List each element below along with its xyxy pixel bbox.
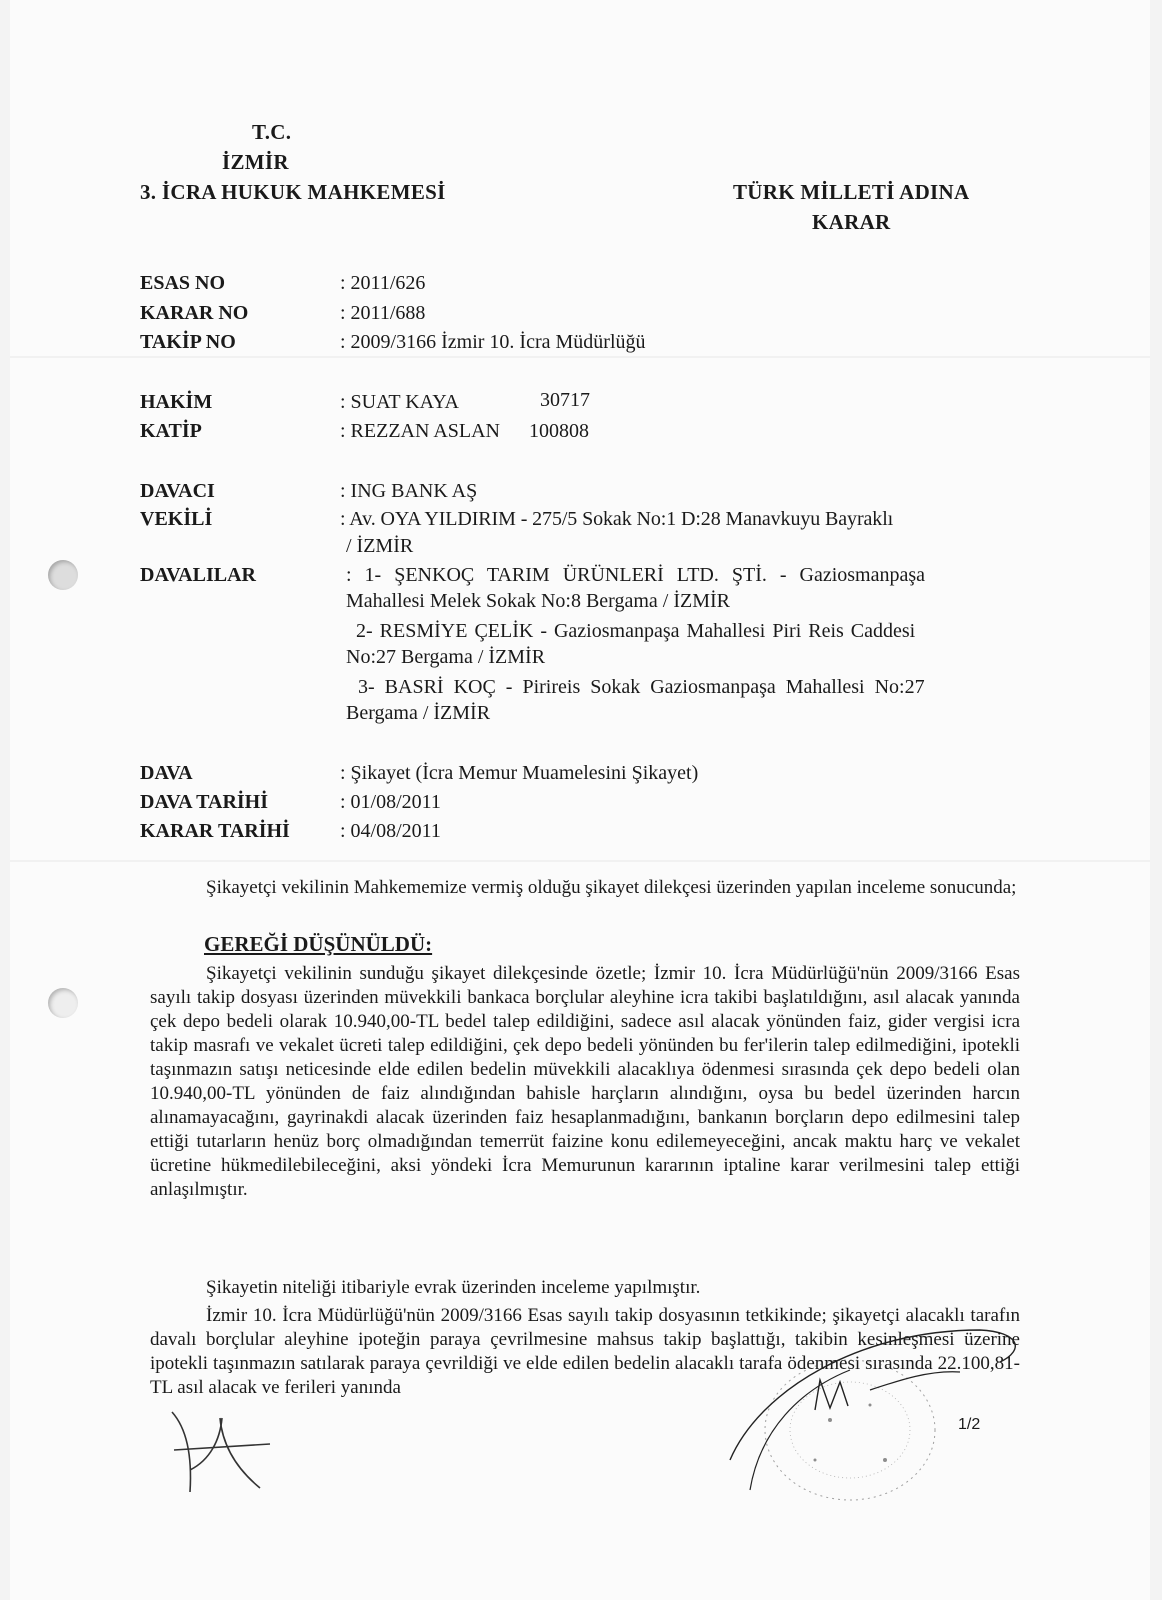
plaintiff-value: : ING BANK AŞ bbox=[340, 480, 478, 502]
paragraph-2: Şikayetin niteliği itibariyle evrak üzerinden inceleme yapılmıştır. bbox=[206, 1277, 701, 1298]
dava-label: DAVA bbox=[140, 762, 193, 784]
attorney-label: VEKİLİ bbox=[140, 508, 213, 530]
defendant-2-line2: No:27 Bergama / İZMİR bbox=[346, 646, 546, 668]
dava-tarihi-value: : 01/08/2011 bbox=[340, 791, 441, 813]
karar-tarihi-label: KARAR TARİHİ bbox=[140, 820, 290, 842]
intro-paragraph: Şikayetçi vekilinin Mahkememize vermiş olduğu şikayet dilekçesi üzerinden yapılan inceleme sonucunda; bbox=[206, 877, 1017, 898]
dava-value: : Şikayet (İcra Memur Muamelesini Şikayet) bbox=[340, 762, 699, 784]
page-number: 1/2 bbox=[958, 1416, 981, 1433]
header-nation: TÜRK MİLLETİ ADINA bbox=[733, 180, 970, 204]
judge-label: HAKİM bbox=[140, 391, 213, 413]
fold-line bbox=[10, 356, 1150, 358]
judge-value: : SUAT KAYA bbox=[340, 391, 459, 413]
defendants-label: DAVALILAR bbox=[140, 564, 256, 586]
karar-tarihi-value: : 04/08/2011 bbox=[340, 820, 441, 842]
clerk-id: 100808 bbox=[529, 420, 589, 442]
defendant-1-line1: : 1- ŞENKOÇ TARIM ÜRÜNLERİ LTD. ŞTİ. - Gaziosmanpaşa bbox=[346, 564, 926, 586]
court-stamp bbox=[720, 1310, 1040, 1530]
punch-hole bbox=[48, 560, 78, 590]
karar-no-value: : 2011/688 bbox=[340, 302, 426, 324]
attorney-line1: : Av. OYA YILDIRIM - 275/5 Sokak No:1 D:28 Manavkuyu Bayraklı bbox=[340, 508, 894, 530]
paragraph-1: Şikayetçi vekilinin sunduğu şikayet dilekçesinde özetle; İzmir 10. İcra Müdürlüğü'nün 2009/3166 Esas sayılı takip dosyası üzerinden müvekkili bankaca borçlular aleyhine icra takibi başlatıldığını, asıl alacak yanında çek depo bedeli olarak 10.940,00-TL bedel talep edildiğini, sadece asıl alacak yönünden faiz, gider vergisi icra takip masrafı ve vekalet ücreti talep edildiğini, çek depo bedeli yönünden bu fer'ilerin talep edilmediğini, ipotekli taşınmazın satışı neticesinde elde edilen bedelin müvekkili alacaklıya ödenmesi sırasında çek depo bedeli olan 10.940,00-TL yönünden de faiz alındığından bahisle harçların alındığını, oysa bu bedel üzerinden harcın alınamayacağını, gayrinakdi alacak üzerinden faiz hesaplanmadığını, bankanın borçların depo edilmesini talep ettiği tutarların henüz borç olmadığından temerrüt faizine konu edilemeyeceğini, ancak maktu harç ve vekalet ücretine hükmedilebileceğini, aksi yöndeki İcra Memurunun kararının iptaline karar verilmesini talep ettiği anlaşılmıştır. bbox=[150, 963, 1020, 1200]
paragraph-3: İzmir 10. İcra Müdürlüğü'nün 2009/3166 Esas sayılı takip dosyasının tetkikinde; şikayetçi alacaklı tarafın davalı borçlular aleyhine ipoteğin paraya çevrilmesine mahsus takip başlattığı, takibin kesinleşmesi üzerine ipotekli taşınmazın satılarak paraya çevrildiği ve elde edilen bedelin alacaklı tarafa ödenmesi sırasında 22.100,81-TL asıl alacak ve ferileri yanında bbox=[150, 1305, 1020, 1398]
defendant-2-line1: 2- RESMİYE ÇELİK - Gaziosmanpaşa Mahallesi Piri Reis Caddesi bbox=[356, 620, 916, 642]
plaintiff-label: DAVACI bbox=[140, 480, 215, 502]
signature-left bbox=[160, 1400, 280, 1500]
defendant-1-line2: Mahallesi Melek Sokak No:8 Bergama / İZMİR bbox=[346, 590, 731, 612]
clerk-value: : REZZAN ASLAN bbox=[340, 420, 500, 442]
header-tc: T.C. bbox=[252, 120, 292, 144]
header-city: İZMİR bbox=[222, 150, 289, 174]
clerk-label: KATİP bbox=[140, 420, 202, 442]
defendant-3-line2: Bergama / İZMİR bbox=[346, 702, 491, 724]
esas-no-value: : 2011/626 bbox=[340, 272, 426, 294]
header-court: 3. İCRA HUKUK MAHKEMESİ bbox=[140, 180, 446, 204]
punch-hole bbox=[48, 988, 78, 1018]
fold-line bbox=[10, 860, 1150, 862]
judge-id: 30717 bbox=[540, 389, 590, 411]
takip-no-label: TAKİP NO bbox=[140, 331, 236, 353]
takip-no-value: : 2009/3166 İzmir 10. İcra Müdürlüğü bbox=[340, 331, 646, 353]
esas-no-label: ESAS NO bbox=[140, 272, 226, 294]
header-decision: KARAR bbox=[812, 210, 891, 234]
karar-no-label: KARAR NO bbox=[140, 302, 249, 324]
gereği-heading: GEREĞİ DÜŞÜNÜLDÜ: bbox=[204, 932, 433, 956]
defendant-3-line1: 3- BASRİ KOÇ - Pirireis Sokak Gaziosmanpaşa Mahallesi No:27 bbox=[358, 676, 925, 698]
dava-tarihi-label: DAVA TARİHİ bbox=[140, 791, 269, 813]
attorney-line2: / İZMİR bbox=[346, 535, 414, 557]
